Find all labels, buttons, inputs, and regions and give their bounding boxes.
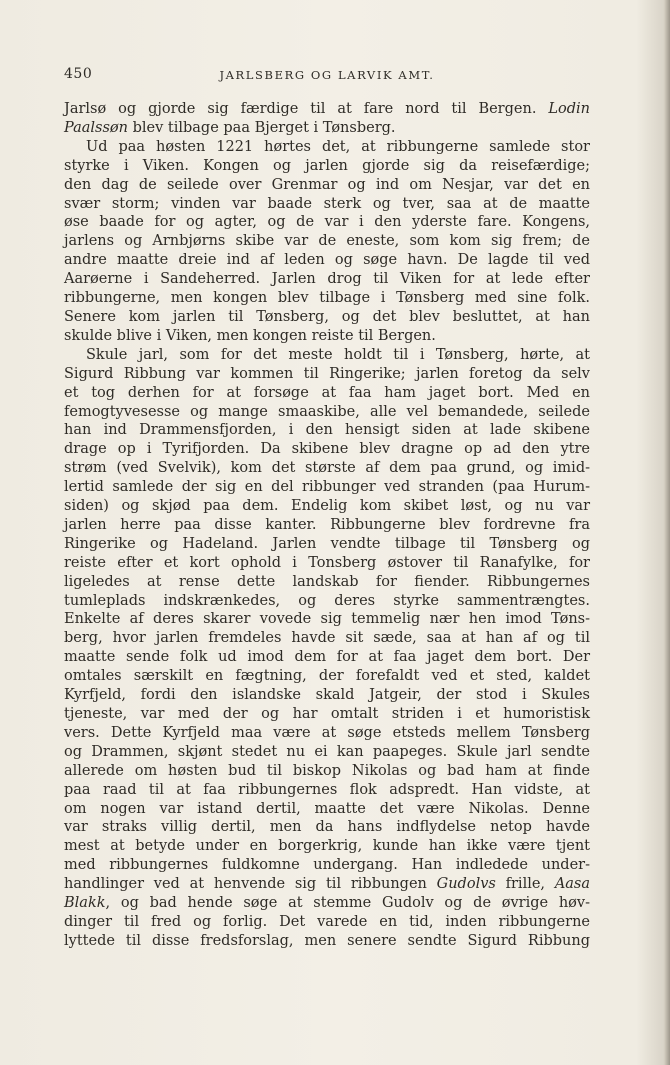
text-segment: lertid samlede der sig en del ribbunger ved stranden (paa Hurum- (64, 479, 590, 496)
text-segment: strøm (ved Svelvik), kom det største af dem paa grund, og imid- (64, 460, 590, 477)
text-line (64, 913, 590, 932)
page-header (64, 66, 590, 86)
text-line (64, 213, 590, 232)
page-edge (664, 0, 670, 1065)
text-line (64, 384, 590, 403)
text-segment: Enkelte af deres skarer vovede sig temmelig nær hen imod Tøns- (64, 611, 590, 628)
text-segment: ribbungerne, men kongen blev tilbage i Tønsberg med sine folk. (64, 290, 590, 307)
italic-name: Blakk (64, 895, 106, 912)
text-segment: skulde blive i Viken, men kongen reiste til Bergen. (64, 327, 436, 344)
text-segment: den dag de seilede over Grenmar og ind om Nesjar, var det en (64, 176, 590, 193)
text-segment: jarlens og Arnbjørns skibe var de eneste, som kom sig frem; de (64, 233, 590, 250)
text-line (64, 176, 590, 195)
text-segment: øse baade for og agter, og de var i den yderste fare. Kongens, (64, 214, 590, 231)
text-line (64, 724, 590, 743)
text-segment: maatte sende folk ud imod dem for at faa jaget dem bort. Der (64, 649, 590, 666)
text-segment: omtales særskilt en fægtning, der forefaldt ved et sted, kaldet (64, 668, 590, 685)
text-segment: vers. Dette Kyrfjeld maa være at søge etsteds mellem Tønsberg (64, 724, 590, 741)
running-head: JARLSBERG OG LARVIK AMT. (219, 68, 435, 82)
italic-name: Paalssøn (64, 119, 128, 136)
text-line (64, 157, 590, 176)
text-segment: tjeneste, var med der og har omtalt striden i et humoristisk (64, 706, 590, 722)
text-segment: Ringerike og Hadeland. Jarlen vendte tilbage til Tønsberg og (64, 535, 590, 552)
text-line (64, 705, 590, 724)
text-line (64, 781, 590, 800)
text-line (64, 932, 590, 951)
text-line (64, 837, 590, 856)
text-line (64, 516, 590, 535)
text-line (64, 573, 590, 592)
text-line (64, 403, 590, 422)
text-line (64, 800, 590, 819)
text-segment: frille, (495, 876, 555, 893)
text-segment: om nogen var istand dertil, maatte det være Nikolas. Denne (64, 800, 590, 817)
text-line (64, 459, 590, 478)
text-line (64, 497, 590, 516)
text-line (64, 308, 590, 327)
text-segment: dinger til fred og forlig. Det varede en tid, inden ribbungerne (64, 913, 590, 930)
text-line (64, 592, 590, 611)
text-line (64, 629, 590, 648)
text-segment: reiste efter et kort ophold i Tonsberg østover til Ranafylke, for (64, 554, 590, 571)
text-line (64, 478, 590, 497)
text-segment: ligeledes at rense dette landskab for fiender. Ribbungernes (64, 573, 590, 590)
text-segment: siden) og skjød paa dem. Endelig kom skibet løst, og nu var (64, 498, 590, 515)
text-segment: Kyrfjeld, fordi den islandske skald Jatgeir, der stod i Skules (64, 687, 590, 704)
text-line (64, 232, 590, 251)
text-segment: Skule jarl, som for det meste holdt til i Tønsberg, hørte, at (86, 346, 590, 363)
italic-name: Lodin (548, 101, 590, 117)
text-line (64, 270, 590, 289)
text-segment: blev tilbage paa Bjerget i Tønsberg. (127, 119, 396, 136)
text-segment: var straks villig dertil, men da hans indflydelse netop havde (64, 819, 590, 836)
text-line (64, 686, 590, 705)
text-segment: og Drammen, skjønt stedet nu ei kan paapeges. Skule jarl sendte (64, 743, 590, 760)
text-line (64, 440, 590, 459)
text-line (64, 554, 590, 573)
text-segment: paa raad til at faa ribbungernes flok adspredt. Han vidste, at (64, 781, 590, 798)
text-line (64, 100, 590, 119)
text-segment: mest at betyde under en borgerkrig, kunde han ikke være tjent (64, 838, 590, 855)
italic-name: Gudolvs (436, 876, 496, 893)
text-line (64, 119, 590, 138)
text-segment: lyttede til disse fredsforslag, men senere sendte Sigurd Ribbung (64, 932, 590, 949)
text-line (64, 762, 590, 781)
text-segment: jarlen herre paa disse kanter. Ribbungerne blev fordrevne fra (64, 516, 590, 533)
text-segment: svær storm; vinden var baade sterk og tver, saa at de maatte (64, 195, 590, 212)
text-line (64, 894, 590, 913)
page-number: 450 (64, 66, 93, 82)
text-line (64, 610, 590, 629)
text-segment: Senere kom jarlen til Tønsberg, og det blev besluttet, at han (64, 308, 590, 325)
text-line (64, 875, 590, 894)
text-segment: drage op i Tyrifjorden. Da skibene blev dragne op ad den ytre (64, 441, 590, 458)
body-text (64, 100, 590, 951)
text-segment: et tog derhen for at forsøge at faa ham jaget bort. Med en (64, 384, 590, 401)
text-segment: berg, hvor jarlen fremdeles havde sit sæde, saa at han af og til (64, 630, 590, 647)
text-segment: Ud paa høsten 1221 hørtes det, at ribbungerne samlede stor (86, 138, 590, 155)
text-line (64, 251, 590, 270)
text-line (64, 138, 590, 157)
text-line (64, 421, 590, 440)
text-segment: Sigurd Ribbung var kommen til Ringerike; jarlen foretog da selv (64, 365, 590, 382)
text-segment: , og bad hende søge at stemme Gudolv og de øvrige høv- (105, 895, 590, 912)
text-segment: Aarøerne i Sandeherred. Jarlen drog til Viken for at lede efter (64, 271, 590, 288)
text-line (64, 743, 590, 762)
text-segment: handlinger ved at henvende sig til ribbungen (64, 876, 437, 893)
text-segment: han ind Drammensfjorden, i den hensigt siden at lade skibene (64, 422, 590, 439)
text-line (64, 856, 590, 875)
text-segment: andre maatte dreie ind af leden og søge havn. De lagde til ved (64, 252, 590, 269)
text-segment: Jarlsø og gjorde sig færdige til at fare nord til Bergen. (64, 101, 549, 117)
text-line (64, 346, 590, 365)
italic-name: Aasa (554, 876, 591, 893)
text-line (64, 365, 590, 384)
text-segment: allerede om høsten bud til biskop Nikolas og bad ham at finde (64, 762, 590, 779)
text-line (64, 195, 590, 214)
text-line (64, 667, 590, 686)
text-line (64, 818, 590, 837)
text-line (64, 535, 590, 554)
text-line (64, 289, 590, 308)
text-segment: styrke i Viken. Kongen og jarlen gjorde sig da reisefærdige; (64, 157, 590, 174)
text-segment: femogtyvesesse og mange smaaskibe, alle vel bemandede, seilede (64, 403, 590, 420)
text-segment: med ribbungernes fuldkomne undergang. Han indledede under- (64, 857, 590, 874)
text-segment: tumleplads indskrænkedes, og deres styrke sammentrængtes. (64, 592, 590, 609)
text-line (64, 327, 590, 346)
text-line (64, 648, 590, 667)
